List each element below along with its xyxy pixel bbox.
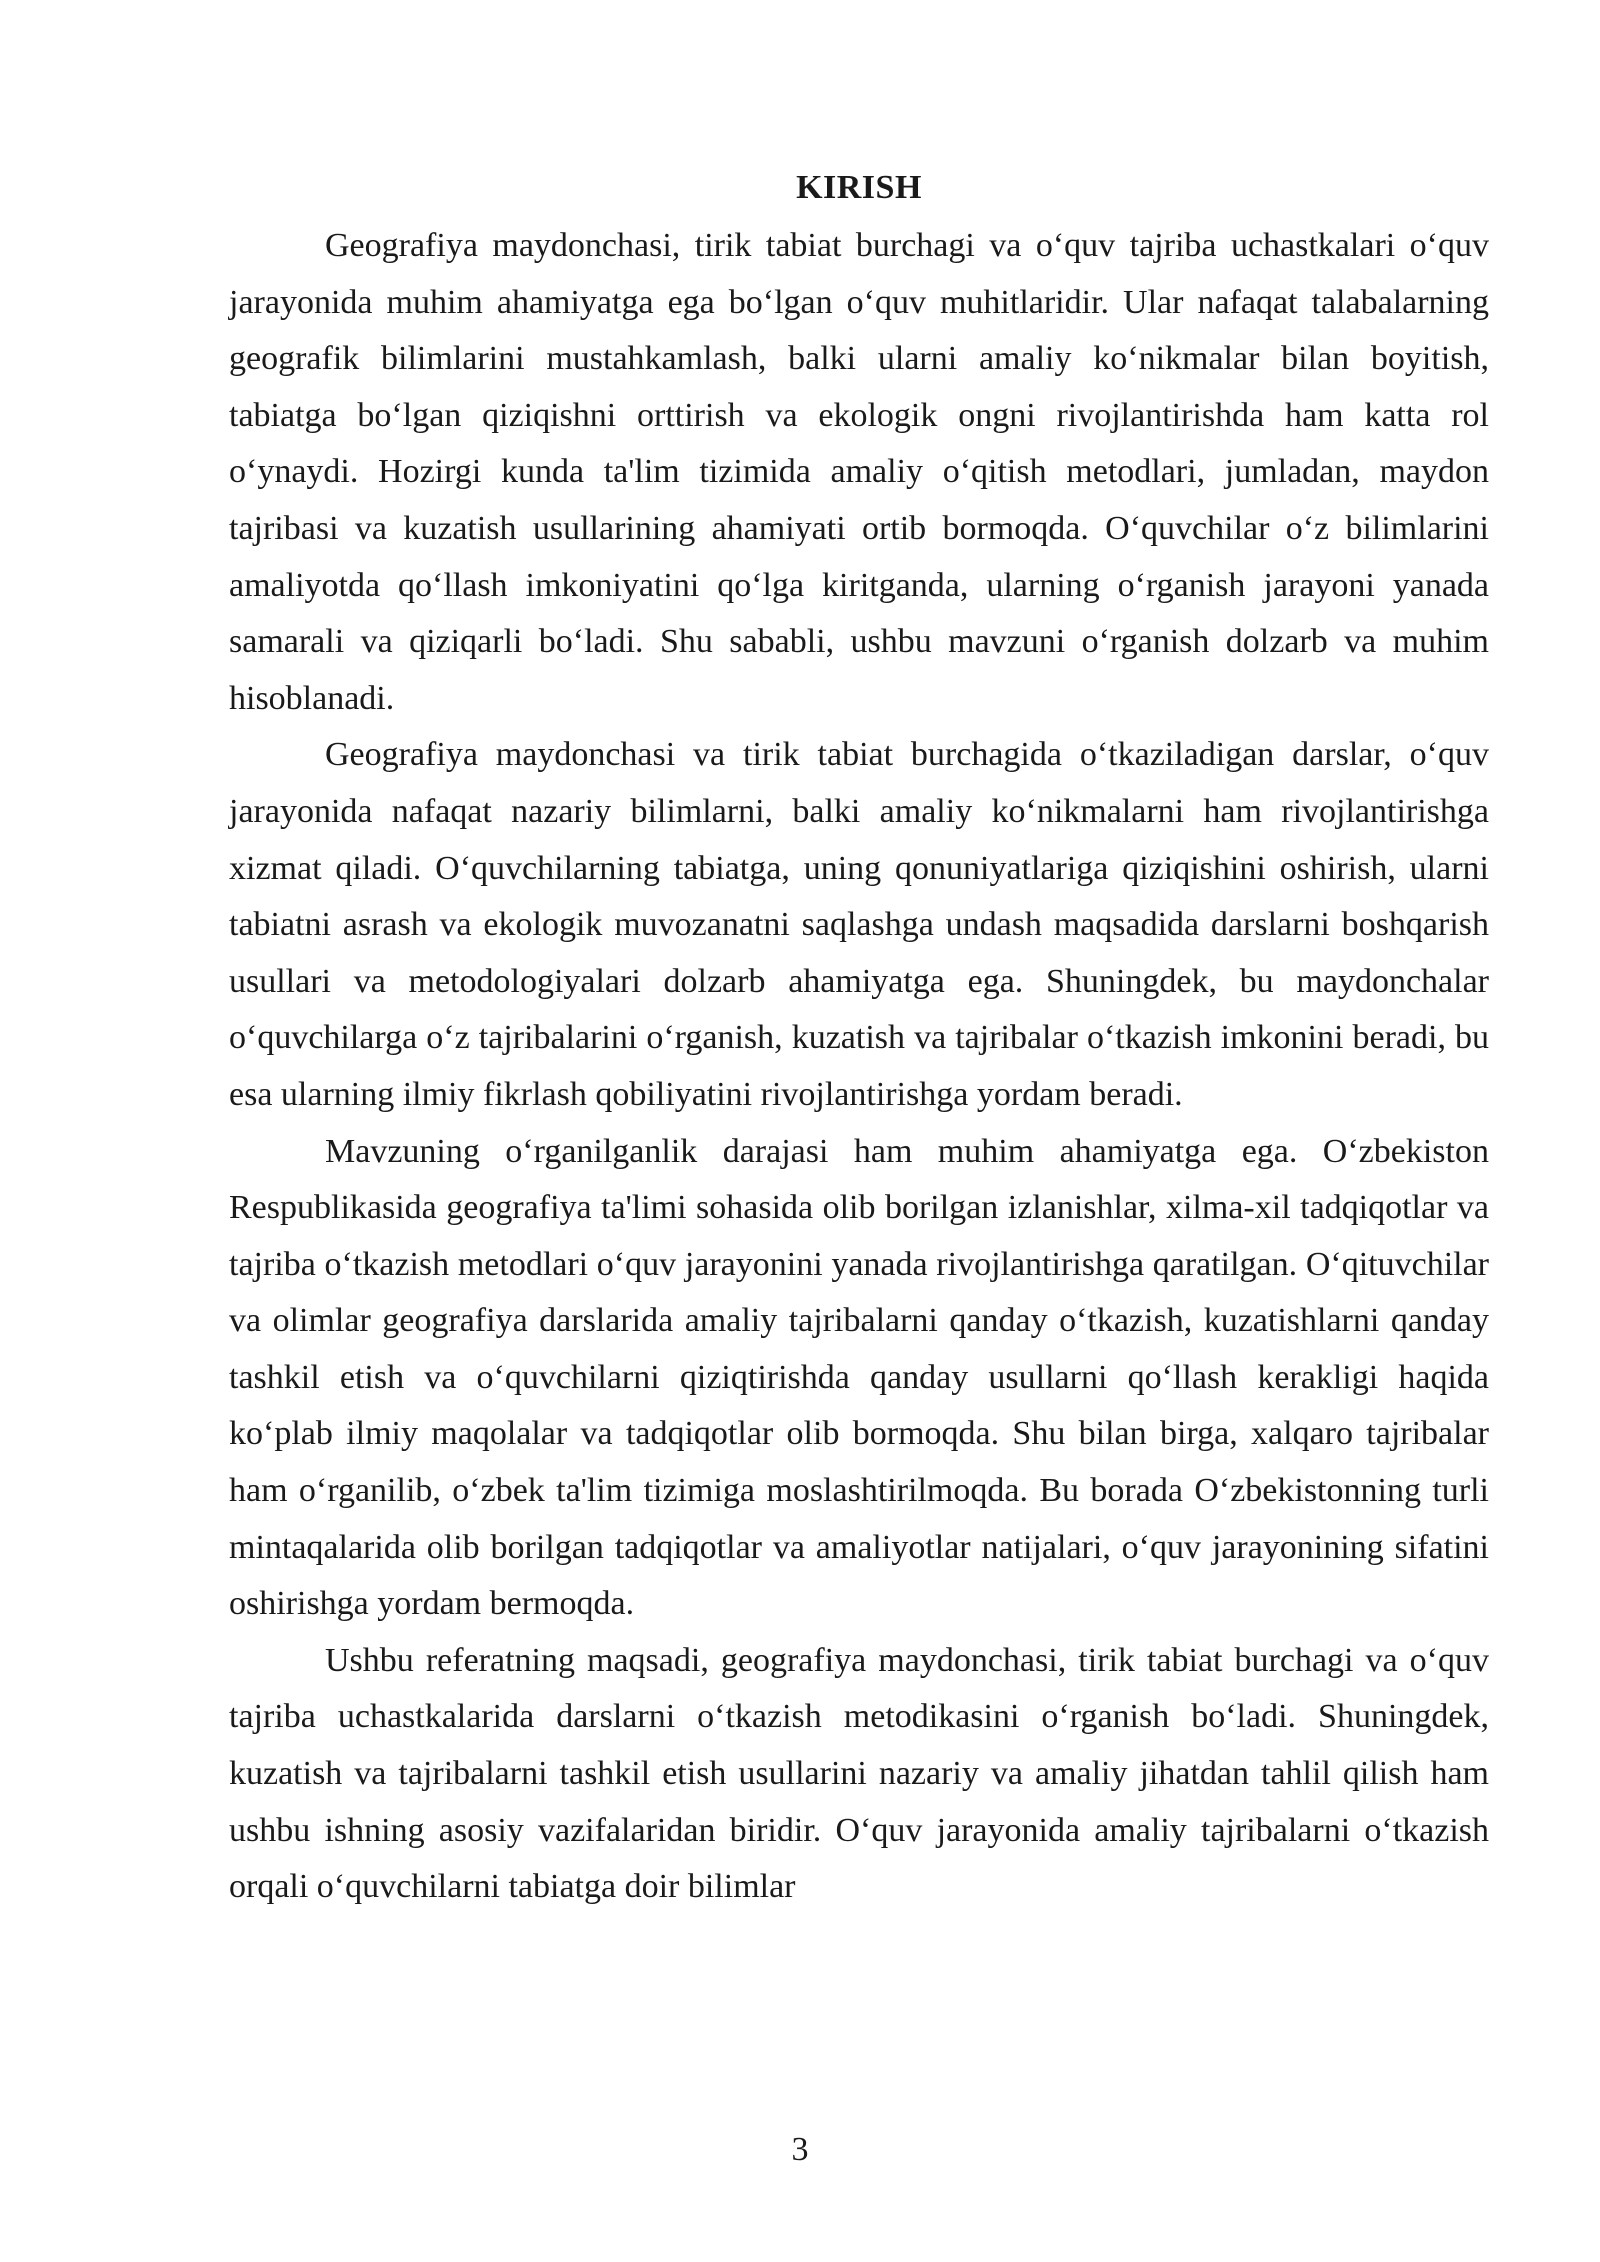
section-heading: KIRISH xyxy=(796,169,922,206)
page-content xyxy=(229,160,1489,1916)
paragraph-2: Geografiya maydonchasi va tirik tabiat burchagida o‘tkaziladigan darslar, o‘quv jarayonida nafaqat nazariy bilimlarni, balki amaliy ko‘nikmalarni ham rivojlantirishga xizmat qiladi. O‘quvchilarning tabiatga, uning qonuniyatlariga qiziqishini oshirish, ularni tabiatni asrash va ekologik muvozanatni saqlashga undash maqsadida darslarni boshqarish usullari va metodologiyalari dolzarb ahamiyatga ega. Shuningdek, bu maydonchalar o‘quvchilarga o‘z tajribalarini o‘rganish, kuzatish va tajribalar o‘tkazish imkonini beradi, bu esa ularning ilmiy fikrlash qobiliyatini rivojlantirishga yordam beradi. xyxy=(229,736,1489,1113)
page-number: 3 xyxy=(791,2131,809,2168)
paragraph-3: Mavzuning o‘rganilganlik darajasi ham muhim ahamiyatga ega. O‘zbekiston Respublikasida geografiya ta'limi sohasida olib borilgan izlanishlar, xilma-xil tadqiqotlar va tajriba o‘tkazish metodlari o‘quv jarayonini yanada rivojlantirishga qaratilgan. O‘qituvchilar va olimlar geografiya darslarida amaliy tajribalarni qanday o‘tkazish, kuzatishlarni qanday tashkil etish va o‘quvchilarni qiziqtirishda qanday usullarni qo‘llash kerakligi haqida ko‘plab ilmiy maqolalar va tadqiqotlar olib bormoqda. Shu bilan birga, xalqaro tajribalar ham o‘rganilib, o‘zbek ta'lim tizimiga moslashtirilmoqda. Bu borada O‘zbekistonning turli mintaqalarida olib borilgan tadqiqotlar va amaliyotlar natijalari, o‘quv jarayonining sifatini oshirishga yordam bermoqda. xyxy=(229,1132,1489,1623)
paragraph-4: Ushbu referatning maqsadi, geografiya maydonchasi, tirik tabiat burchagi va o‘quv tajriba uchastkalarida darslarni o‘tkazish metodikasini o‘rganish bo‘ladi. Shuningdek, kuzatish va tajribalarni tashkil etish usullarini nazariy va amaliy jihatdan tahlil qilish ham ushbu ishning asosiy vazifalaridan biridir. O‘quv jarayonida amaliy tajribalarni o‘tkazish orqali o‘quvchilarni tabiatga doir bilimlar xyxy=(229,1641,1489,1906)
paragraph-1: Geografiya maydonchasi, tirik tabiat burchagi va o‘quv tajriba uchastkalari o‘quv jarayonida muhim ahamiyatga ega bo‘lgan o‘quv muhitlaridir. Ular nafaqat talabalarning geografik bilimlarini mustahkamlash, balki ularni amaliy ko‘nikmalar bilan boyitish, tabiatga bo‘lgan qiziqishni orttirish va ekologik ongni rivojlantirishda ham katta rol o‘ynaydi. Hozirgi kunda ta'lim tizimida amaliy o‘qitish metodlari, jumladan, maydon tajribasi va kuzatish usullarining ahamiyati ortib bormoqda. O‘quvchilar o‘z bilimlarini amaliyotda qo‘llash imkoniyatini qo‘lga kiritganda, ularning o‘rganish jarayoni yanada samarali va qiziqarli bo‘ladi. Shu sababli, ushbu mavzuni o‘rganish dolzarb va muhim hisoblanadi. xyxy=(229,227,1489,717)
